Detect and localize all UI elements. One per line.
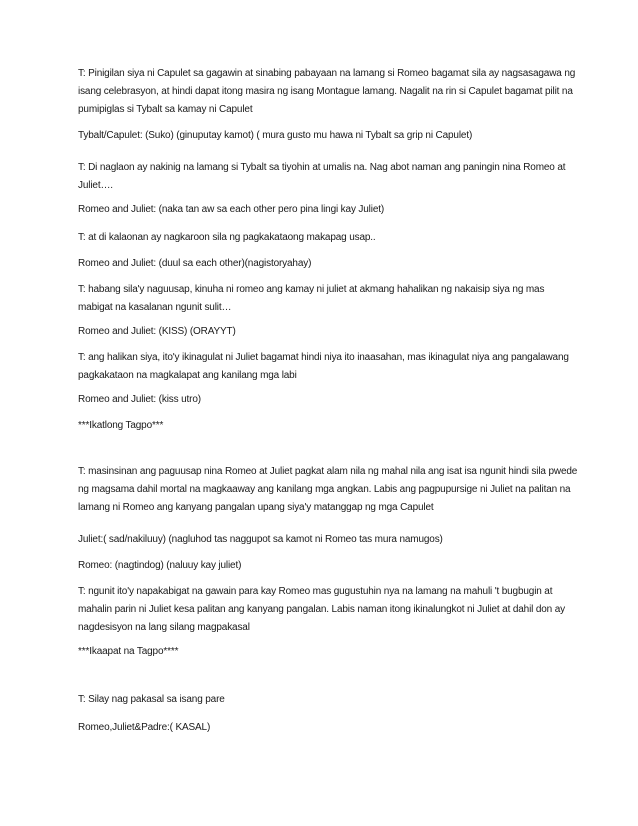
narration-paragraph: T: Silay nag pakasal sa isang pare <box>78 694 225 705</box>
dialogue-line: Romeo and Juliet: (kiss utro) <box>78 394 201 405</box>
scene-heading: ***Ikatlong Tagpo*** <box>78 420 164 431</box>
narration-paragraph: T: Pinigilan siya ni Capulet sa gagawin at sinabing pabayaan na lamang si Romeo bagamat sila ay nagsasagawa ng isang celebrasyon, at hindi dapat itong masira ng isang Montague lamang. Nagalit na rin si Capulet bagamat pilit na pumipiglas si Tybalt sa kamay ni Capulet <box>78 68 576 115</box>
dialogue-line: Romeo: (nagtindog) (naluuy kay juliet) <box>78 560 242 571</box>
dialogue-line: Tybalt/Capulet: (Suko) (ginuputay kamot) ( mura gusto mu hawa ni Tybalt sa grip ni Capulet) <box>78 130 473 141</box>
scene-heading: ***Ikaapat na Tagpo**** <box>78 646 179 657</box>
dialogue-line: Romeo and Juliet: (duul sa each other)(nagistoryahay) <box>78 258 312 269</box>
dialogue-line: Romeo and Juliet: (KISS) (ORAYYT) <box>78 326 236 337</box>
narration-paragraph: T: at di kalaonan ay nagkaroon sila ng pagkakataong makapag usap.. <box>78 232 376 243</box>
narration-paragraph: T: ang halikan siya, ito'y ikinagulat ni Juliet bagamat hindi niya ito inaasahan, mas ikinagulat niya ang pangalawang pagkakataon na magkalapat ang kanilang mga labi <box>78 352 569 381</box>
narration-paragraph: T: habang sila'y naguusap, kinuha ni romeo ang kamay ni juliet at akmang hahalikan ng nakaisip siya ng mas mabigat na kasalanan ngunit sulit… <box>78 284 545 313</box>
dialogue-line: Juliet:( sad/nakiluuy) (nagluhod tas naggupot sa kamot ni Romeo tas mura namugos) <box>78 534 443 545</box>
narration-paragraph: T: ngunit ito'y napakabigat na gawain para kay Romeo mas gugustuhin nya na lamang na mahuli 't bugbugin at mahalin parin ni Juliet kesa palitan ang kanyang pangalan. Labis naman itong ikinalungkot ni Juliet at dahil don ay nagdesisyon na lang silang magpakasal <box>78 586 565 633</box>
dialogue-line: Romeo,Juliet&Padre:( KASAL) <box>78 722 211 733</box>
dialogue-line: Romeo and Juliet: (naka tan aw sa each other pero pina lingi kay Juliet) <box>78 204 385 215</box>
narration-paragraph: T: Di naglaon ay nakinig na lamang si Tybalt sa tiyohin at umalis na. Nag abot naman ang paningin nina Romeo at Juliet…. <box>78 162 566 191</box>
narration-paragraph: T: masinsinan ang paguusap nina Romeo at Juliet pagkat alam nila ng mahal nila ang isat isa ngunit hindi sila pwede ng magsama dahil mortal na magkaaway ang kanilang mga angkan. Labis ang pagpupursige ni Juliet na palitan na lamang ni Romeo ang kanyang pangalan upang siya'y matanggap ng mga Capulet <box>78 466 578 513</box>
